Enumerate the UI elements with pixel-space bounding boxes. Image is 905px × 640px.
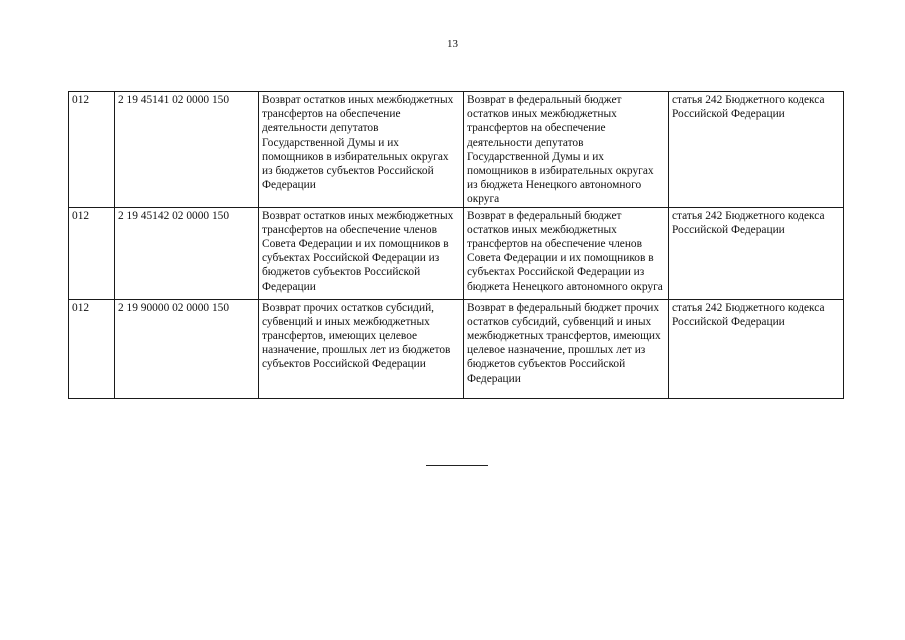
budget-codes-table — [68, 91, 844, 399]
income-description-cell: Возврат в федеральный бюджет остатков иных межбюджетных трансфертов на обеспечение деятельности депутатов Государственной Думы и их помощников в избирательных округах из бюджета Ненецкого автономного округа — [464, 92, 669, 208]
table-row — [69, 207, 844, 299]
income-name-cell: Возврат остатков иных межбюджетных трансфертов на обеспечение деятельности депутатов Государственной Думы и их помощников в избирательных округах из бюджетов субъектов Российской Федерации — [259, 92, 464, 208]
admin-code-cell: 012 — [69, 299, 115, 398]
legal-basis-cell: статья 242 Бюджетного кодекса Российской Федерации — [669, 92, 844, 208]
legal-basis-cell: статья 242 Бюджетного кодекса Российской Федерации — [669, 299, 844, 398]
income-description-cell: Возврат в федеральный бюджет прочих остатков субсидий, субвенций и иных межбюджетных трансфертов, имеющих целевое назначение, прошлых лет из бюджетов субъектов Российской Федерации — [464, 299, 669, 398]
legal-basis-cell: статья 242 Бюджетного кодекса Российской Федерации — [669, 207, 844, 299]
income-name-cell: Возврат прочих остатков субсидий, субвенций и иных межбюджетных трансфертов, имеющих целевое назначение, прошлых лет из бюджетов субъектов Российской Федерации — [259, 299, 464, 398]
page-number: 13 — [447, 38, 458, 50]
admin-code-cell: 012 — [69, 207, 115, 299]
table-row — [69, 299, 844, 398]
footer-divider-line — [426, 465, 488, 466]
income-description-cell: Возврат в федеральный бюджет остатков иных межбюджетных трансфертов на обеспечение членов Совета Федерации и их помощников в субъектах Российской Федерации из бюджета Ненецкого автономного округа — [464, 207, 669, 299]
kbk-code-cell: 2 19 45141 02 0000 150 — [115, 92, 259, 208]
kbk-code-cell: 2 19 45142 02 0000 150 — [115, 207, 259, 299]
table-row — [69, 92, 844, 208]
admin-code-cell: 012 — [69, 92, 115, 208]
income-name-cell: Возврат остатков иных межбюджетных трансфертов на обеспечение членов Совета Федерации и их помощников в субъектах Российской Федерации из бюджетов субъектов Российской Федерации — [259, 207, 464, 299]
kbk-code-cell: 2 19 90000 02 0000 150 — [115, 299, 259, 398]
